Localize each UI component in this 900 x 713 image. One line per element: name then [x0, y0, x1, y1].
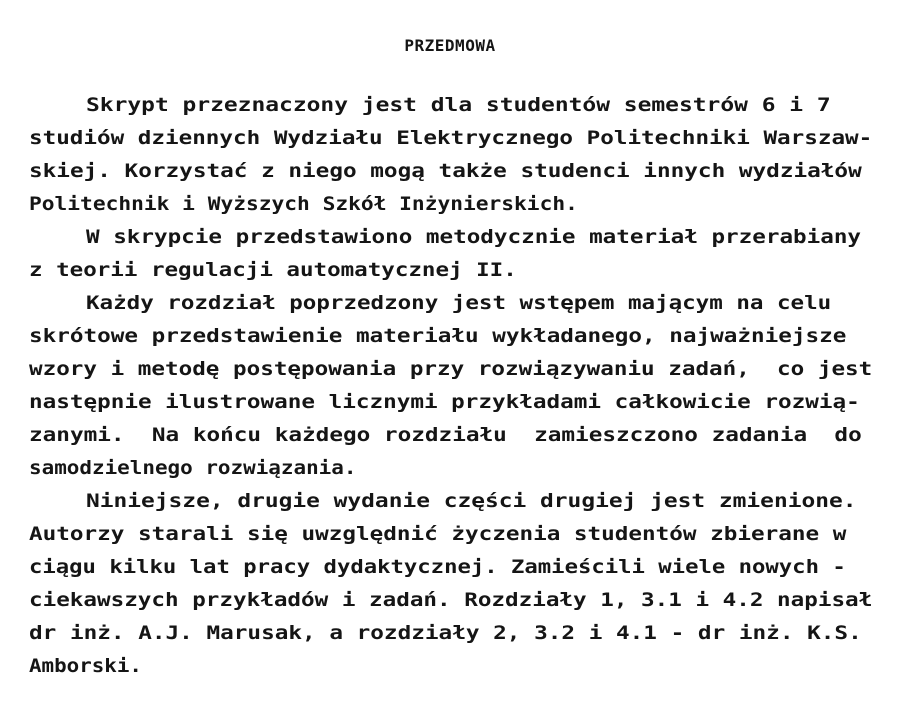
text-line: skrótowe przedstawienie materiału wykładanego, najważniejsze — [29, 325, 847, 347]
text-line: zanymi. Na końcu każdego rozdziału zamieszczono zadania do — [29, 424, 862, 446]
text-line: samodzielnego rozwiązania. — [29, 457, 357, 479]
text-line: Skrypt przeznaczony jest dla studentów semestrów 6 i 7 — [86, 94, 831, 116]
text-line: Każdy rozdział poprzedzony jest wstępem mającym na celu — [86, 292, 832, 314]
text-line: skiej. Korzystać z niego mogą także studenci innych wydziałów — [29, 160, 862, 182]
text-line: ciekawszych przykładów i zadań. Rozdziały 1, 3.1 i 4.2 napisał — [29, 589, 873, 611]
text-line: Amborski. — [29, 655, 142, 677]
text-line: Politechnik i Wyższych Szkół Inżynierskich. — [29, 193, 578, 215]
text-line: studiów dziennych Wydziału Elektrycznego Politechniki Warszaw- — [29, 127, 873, 149]
text-line: Niniejsze, drugie wydanie części drugiej jest zmienione. — [86, 490, 857, 512]
text-line: następnie ilustrowane licznymi przykładami całkowicie rozwią- — [29, 391, 860, 413]
text-line: W skrypcie przedstawiono metodycznie materiał przerabiany — [86, 226, 862, 248]
text-line: Autorzy starali się uwzględnić życzenia studentów zbierane w — [29, 523, 847, 545]
document-title: PRZEDMOWA — [404, 36, 496, 55]
text-line: z teorii regulacji automatycznej II. — [29, 259, 517, 281]
text-line: dr inż. A.J. Marusak, a rozdziały 2, 3.2 i 4.1 - dr inż. K.S. — [29, 622, 862, 644]
text-line: wzory i metodę postępowania przy rozwiązywaniu zadań, co jest — [29, 358, 873, 380]
text-line: ciągu kilku lat pracy dydaktycznej. Zamieścili wiele nowych - — [29, 556, 846, 578]
